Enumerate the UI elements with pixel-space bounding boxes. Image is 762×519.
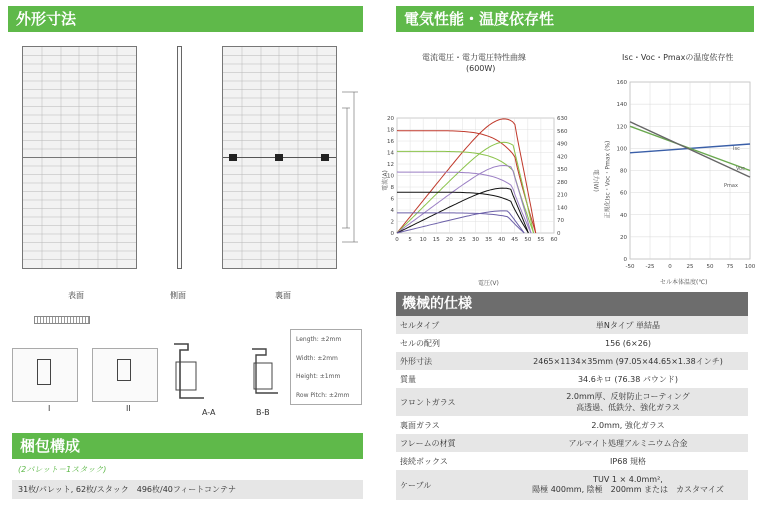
spec-row: [396, 370, 748, 388]
iv-y-tick: 16: [387, 139, 394, 145]
section-aa-drawing: [168, 338, 218, 408]
spec-key: 接続ボックス: [396, 452, 508, 470]
section-aa-label: A-A: [202, 408, 216, 417]
spec-value: [508, 470, 748, 500]
side-view-label: 側面: [170, 291, 186, 300]
iv-y2-tick: 630: [557, 116, 568, 122]
iv-y-tick: 6: [390, 196, 394, 203]
temp-x-tick: 75: [726, 264, 734, 268]
iv-y2-tick: 210: [557, 192, 568, 199]
temp-chart-title: Isc・Voc・Pmaxの温度依存性: [622, 53, 734, 62]
temp-legend-pmax: Pmax: [724, 183, 738, 189]
temp-y-tick: 80: [620, 168, 627, 175]
iv-y2-tick: 490: [557, 141, 568, 148]
temp-x-tick: 25: [686, 264, 694, 268]
iv-x-tick: 60: [550, 237, 558, 243]
iv-x-tick: 45: [511, 237, 519, 243]
temp-y-tick: 20: [620, 234, 627, 241]
temp-xlabel: セル本体温度(℃): [660, 279, 708, 286]
front-view-panel: [22, 46, 137, 269]
iv-y2-tick: 70: [557, 218, 564, 225]
spec-value: [508, 388, 748, 416]
section-header-electrical: 電気性能・温度依存性: [396, 6, 754, 32]
spec-key: 裏面ガラス: [396, 416, 508, 434]
iv-ylabel-left: 電流(A): [381, 170, 389, 191]
iv-chart-subtitle: (600W): [466, 64, 496, 73]
iv-y-tick: 10: [387, 173, 394, 180]
iv-xlabel: 電圧(V): [478, 280, 499, 287]
spec-row: [396, 470, 748, 500]
detail-mark-II: II: [126, 404, 131, 413]
spec-row: [396, 416, 748, 434]
spec-row: [396, 434, 748, 452]
spec-value-line1: 2.0mm厚、反射防止コーティング: [566, 392, 690, 401]
spec-value: 2.0mm, 強化ガラス: [508, 416, 748, 434]
iv-y-tick: 20: [387, 116, 394, 122]
tolerance-length: Length: ±2mm: [296, 336, 342, 343]
front-view-label: 表面: [68, 291, 84, 300]
section-header-mechanical: 機械的仕様: [396, 292, 748, 316]
temp-ylabel: 正規化Isc・Voc・Pmax (%): [604, 140, 612, 219]
spec-key: セルの配列: [396, 334, 508, 352]
iv-x-tick: 25: [458, 237, 466, 243]
temp-y-tick: 140: [616, 102, 627, 109]
iv-x-tick: 0: [395, 237, 399, 243]
temp-y-tick: 160: [616, 80, 627, 86]
detail-frame-I: [12, 348, 78, 402]
tolerance-height: Height: ±1mm: [296, 373, 341, 380]
tolerance-row-pitch: Row Pitch: ±2mm: [296, 392, 350, 399]
temp-y-tick: 0: [623, 257, 627, 263]
spec-key: 質量: [396, 370, 508, 388]
temp-y-tick: 100: [616, 146, 627, 153]
temp-x-tick: -25: [645, 264, 655, 268]
iv-y-tick: 4: [390, 208, 394, 214]
section-header-dimensions: 外形寸法: [8, 6, 363, 32]
back-view-panel: [222, 46, 337, 269]
spec-key: セルタイプ: [396, 316, 508, 334]
spec-value-line1: TUV 1 × 4.0mm²,: [593, 475, 663, 484]
packing-note: (2パレット＝1スタック): [18, 465, 107, 474]
iv-x-tick: 15: [432, 237, 440, 243]
iv-y-tick: 8: [390, 185, 394, 191]
temp-x-tick: 0: [668, 264, 672, 268]
packing-detail: 31枚/パレット, 62枚/スタック 496枚/40フィートコンテナ: [12, 480, 363, 499]
iv-y-tick: 0: [390, 231, 394, 237]
spec-row: [396, 388, 748, 416]
iv-y-tick: 14: [387, 150, 394, 157]
spec-value: 単Nタイプ 単結晶: [508, 316, 748, 334]
spec-table: [396, 316, 748, 500]
iv-y2-tick: 350: [557, 167, 568, 174]
spec-key: ケーブル: [396, 470, 508, 500]
tolerance-width: Width: ±2mm: [296, 355, 338, 362]
iv-ylabel-right: 電力(W): [591, 169, 599, 192]
temp-x-tick: -50: [625, 264, 635, 268]
side-view-panel: [177, 46, 182, 269]
spec-value: 34.6キロ (76.38 パウンド): [508, 370, 748, 388]
iv-x-tick: 20: [445, 237, 453, 243]
iv-y2-tick: 280: [557, 179, 568, 186]
iv-y2-tick: 420: [557, 154, 568, 161]
spec-value-line2: 陽極 400mm, 陰極 200mm または カスタマイズ: [532, 485, 724, 494]
spec-value: 156 (6×26): [508, 334, 748, 352]
temp-x-tick: 50: [706, 264, 714, 268]
iv-y-tick: 12: [387, 162, 394, 168]
front-cell-grid: [23, 47, 136, 268]
iv-x-tick: 10: [419, 237, 427, 243]
temp-x-tick: 100: [744, 264, 756, 268]
section-bb-label: B-B: [256, 408, 270, 417]
spec-row: [396, 452, 748, 470]
spec-value: アルマイト処理アルミニウム合金: [508, 434, 748, 452]
temp-y-tick: 120: [616, 124, 627, 131]
iv-x-tick: 35: [485, 237, 493, 243]
detail-mark-I: I: [48, 404, 51, 413]
spec-key: 外形寸法: [396, 352, 508, 370]
spec-row: [396, 316, 748, 334]
iv-x-tick: 40: [498, 237, 506, 243]
spec-key: フレームの材質: [396, 434, 508, 452]
spec-value: IP68 規格: [508, 452, 748, 470]
iv-x-tick: 30: [472, 237, 479, 243]
back-dimension-lines: [338, 90, 368, 250]
back-cell-grid: [223, 47, 336, 268]
iv-chart-title: 電流電圧・電力電圧特性曲線: [422, 53, 526, 62]
iv-y2-tick: 140: [557, 205, 568, 212]
iv-y-tick: 2: [390, 219, 394, 226]
spec-key: フロントガラス: [396, 388, 508, 416]
iv-x-tick: 5: [408, 237, 412, 243]
label-sticker: [34, 316, 90, 324]
temp-y-tick: 40: [620, 212, 627, 219]
temp-legend-isc: Isc: [733, 146, 740, 152]
tolerance-box: [290, 329, 362, 405]
spec-row: [396, 352, 748, 370]
iv-y-tick: 18: [387, 127, 394, 134]
back-view-label: 裏面: [275, 291, 291, 300]
spec-value-line2: 高透過、低鉄分、強化ガラス: [576, 403, 680, 412]
iv-y2-tick: 0: [557, 231, 561, 237]
spec-value: 2465×1134×35mm (97.05×44.65×1.38インチ): [508, 352, 748, 370]
iv-x-tick: 50: [524, 237, 532, 243]
spec-row: [396, 334, 748, 352]
detail-frame-II: [92, 348, 158, 402]
temp-y-tick: 60: [620, 190, 627, 197]
iv-x-tick: 55: [537, 237, 545, 243]
iv-y2-tick: 560: [557, 128, 568, 135]
section-bb-drawing: [246, 345, 286, 405]
temp-legend-voc: Voc: [736, 166, 745, 172]
section-header-packing: 梱包構成: [12, 433, 363, 459]
